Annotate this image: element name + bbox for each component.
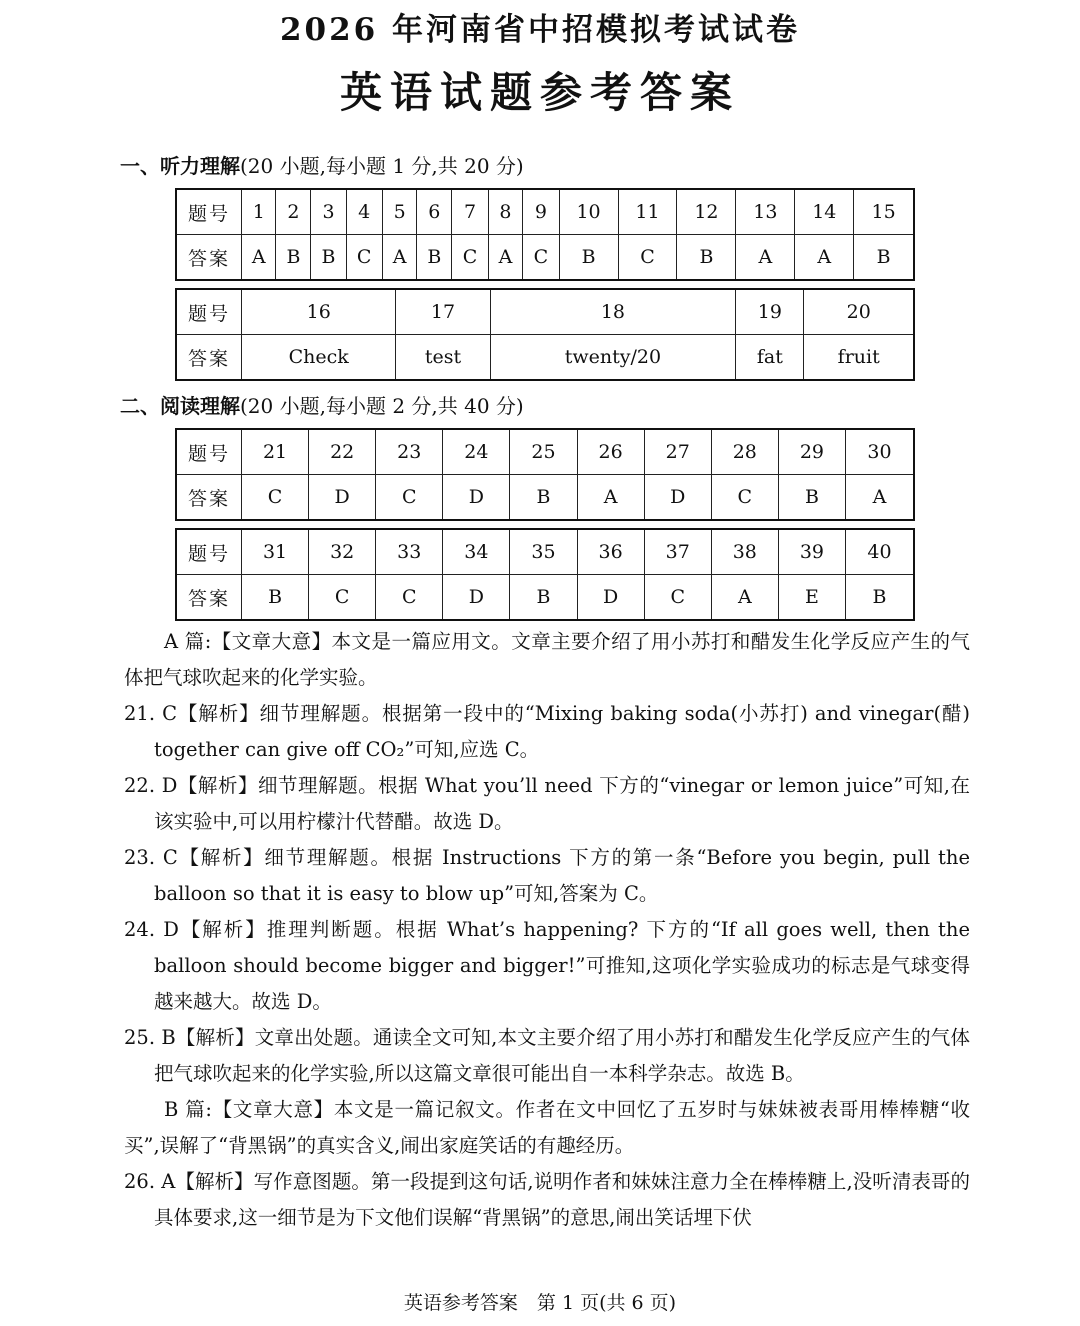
- table-cell: 19: [736, 289, 804, 335]
- table-cell: 4: [346, 189, 382, 235]
- explanation-24: 24. D【解析】推理判断题。根据 What’s happening? 下方的“If all goes well, then the balloon should become bigger and bigger!”可推知,这项化学实验成功的标志是气球变得越来越大。故选 D。: [124, 918, 970, 1013]
- section-reading-heading: [120, 390, 524, 419]
- explanation-23: 23. C【解析】细节理解题。根据 Instructions 下方的第一条“Before you begin, pull the balloon so that it is easy to blow up”可知,答案为 C。: [124, 846, 970, 905]
- table-cell: C: [452, 235, 488, 281]
- explanation-26: 26. A【解析】写作意图题。第一段提到这句话,说明作者和妹妹注意力全在棒棒糖上,没听清表哥的具体要求,这一细节是为下文他们误解“背黑锅”的意思,闹出笑话埋下伏: [124, 1170, 970, 1229]
- table-cell: C: [711, 475, 778, 521]
- table-cell: 22: [309, 429, 376, 475]
- reading-table-1: [175, 428, 915, 521]
- table-cell: 7: [452, 189, 488, 235]
- table-cell: 10: [559, 189, 618, 235]
- table-cell: Check: [242, 335, 396, 381]
- table-cell: B: [510, 575, 577, 621]
- explanations: [124, 624, 970, 1236]
- table-cell: 5: [382, 189, 416, 235]
- table-cell: 24: [443, 429, 510, 475]
- table-cell: 26: [577, 429, 644, 475]
- reading-table-2: [175, 528, 915, 621]
- row-label: 答案: [176, 335, 242, 381]
- listening-table-1: [175, 188, 915, 281]
- section-listening-heading: [120, 150, 524, 179]
- table-cell: 23: [376, 429, 443, 475]
- table-cell: C: [346, 235, 382, 281]
- table-cell: B: [242, 575, 309, 621]
- table-cell: C: [523, 235, 559, 281]
- table-row: [176, 235, 914, 281]
- table-cell: B: [845, 575, 914, 621]
- table-cell: A: [736, 235, 795, 281]
- table-cell: 14: [795, 189, 854, 235]
- table-cell: 35: [510, 529, 577, 575]
- table-cell: A: [711, 575, 778, 621]
- table-cell: 3: [311, 189, 346, 235]
- table-cell: 32: [309, 529, 376, 575]
- table-cell: B: [417, 235, 452, 281]
- table-cell: A: [488, 235, 522, 281]
- table-cell: 1: [242, 189, 276, 235]
- table-cell: 30: [845, 429, 914, 475]
- table-row: [176, 289, 914, 335]
- table-cell: 25: [510, 429, 577, 475]
- table-cell: 15: [854, 189, 914, 235]
- table-cell: 17: [396, 289, 490, 335]
- section-points: (20 小题,每小题 2 分,共 40 分): [240, 394, 524, 418]
- explanation-25: 25. B【解析】文章出处题。通读全文可知,本文主要介绍了用小苏打和醋发生化学反应产生的气体把气球吹起来的化学实验,所以这篇文章很可能出自一本科学杂志。故选 B。: [124, 1026, 970, 1085]
- table-cell: E: [778, 575, 845, 621]
- passage-b-summary: B 篇:【文章大意】本文是一篇记叙文。作者在文中回忆了五岁时与妹妹被表哥用棒棒糖“收买”,误解了“背黑锅”的真实含义,闹出家庭笑话的有趣经历。: [124, 1098, 970, 1157]
- table-cell: A: [382, 235, 416, 281]
- table-cell: fat: [736, 335, 804, 381]
- table-cell: 33: [376, 529, 443, 575]
- table-cell: 39: [778, 529, 845, 575]
- table-cell: 8: [488, 189, 522, 235]
- table-cell: D: [644, 475, 711, 521]
- table-cell: B: [559, 235, 618, 281]
- passage-a-summary: A 篇:【文章大意】本文是一篇应用文。文章主要介绍了用小苏打和醋发生化学反应产生的气体把气球吹起来的化学实验。: [124, 630, 970, 689]
- table-cell: C: [644, 575, 711, 621]
- table-row: [176, 575, 914, 621]
- row-label: 答案: [176, 475, 242, 521]
- table-cell: 37: [644, 529, 711, 575]
- table-cell: D: [443, 575, 510, 621]
- table-cell: 31: [242, 529, 309, 575]
- table-cell: C: [376, 575, 443, 621]
- explanation-21: 21. C【解析】细节理解题。根据第一段中的“Mixing baking soda(小苏打) and vinegar(醋) together can give off CO₂”可知,应选 C。: [124, 702, 970, 761]
- table-cell: A: [577, 475, 644, 521]
- table-cell: 34: [443, 529, 510, 575]
- section-title: 二、阅读理解: [120, 394, 240, 418]
- table-cell: 38: [711, 529, 778, 575]
- table-cell: C: [376, 475, 443, 521]
- table-row: [176, 429, 914, 475]
- table-cell: 28: [711, 429, 778, 475]
- table-cell: 29: [778, 429, 845, 475]
- table-row: [176, 335, 914, 381]
- answer-key-title: 英语试题参考答案: [339, 68, 740, 117]
- table-cell: A: [242, 235, 276, 281]
- table-cell: B: [854, 235, 914, 281]
- table-cell: B: [276, 235, 311, 281]
- table-cell: 13: [736, 189, 795, 235]
- table-cell: A: [845, 475, 914, 521]
- table-cell: B: [510, 475, 577, 521]
- table-cell: 16: [242, 289, 396, 335]
- table-cell: D: [309, 475, 376, 521]
- table-cell: 11: [618, 189, 677, 235]
- table-cell: D: [577, 575, 644, 621]
- table-row: [176, 475, 914, 521]
- table-row: [176, 529, 914, 575]
- table-cell: 9: [523, 189, 559, 235]
- row-label: 答案: [176, 575, 242, 621]
- row-label: 题号: [176, 289, 242, 335]
- row-label: 题号: [176, 429, 242, 475]
- exam-title: 2026 年河南省中招模拟考试试卷: [279, 12, 801, 48]
- table-cell: C: [618, 235, 677, 281]
- table-cell: 12: [677, 189, 736, 235]
- table-cell: C: [309, 575, 376, 621]
- table-cell: test: [396, 335, 490, 381]
- table-cell: 6: [417, 189, 452, 235]
- table-cell: 18: [490, 289, 736, 335]
- table-cell: B: [677, 235, 736, 281]
- table-cell: 21: [242, 429, 309, 475]
- table-cell: 2: [276, 189, 311, 235]
- table-cell: B: [311, 235, 346, 281]
- table-row: [176, 189, 914, 235]
- table-cell: twenty/20: [490, 335, 736, 381]
- table-cell: C: [242, 475, 309, 521]
- row-label: 题号: [176, 529, 242, 575]
- page-footer: 英语参考答案 第 1 页(共 6 页): [403, 1292, 677, 1314]
- table-cell: B: [778, 475, 845, 521]
- table-cell: 27: [644, 429, 711, 475]
- table-cell: 20: [804, 289, 914, 335]
- table-cell: 36: [577, 529, 644, 575]
- table-cell: 40: [845, 529, 914, 575]
- table-cell: A: [795, 235, 854, 281]
- section-title: 一、听力理解: [120, 154, 240, 178]
- table-cell: D: [443, 475, 510, 521]
- section-points: (20 小题,每小题 1 分,共 20 分): [240, 154, 524, 178]
- row-label: 答案: [176, 235, 242, 281]
- row-label: 题号: [176, 189, 242, 235]
- listening-table-2: [175, 288, 915, 381]
- explanation-22: 22. D【解析】细节理解题。根据 What you’ll need 下方的“vinegar or lemon juice”可知,在该实验中,可以用柠檬汁代替醋。故选 D。: [124, 774, 970, 833]
- table-cell: fruit: [804, 335, 914, 381]
